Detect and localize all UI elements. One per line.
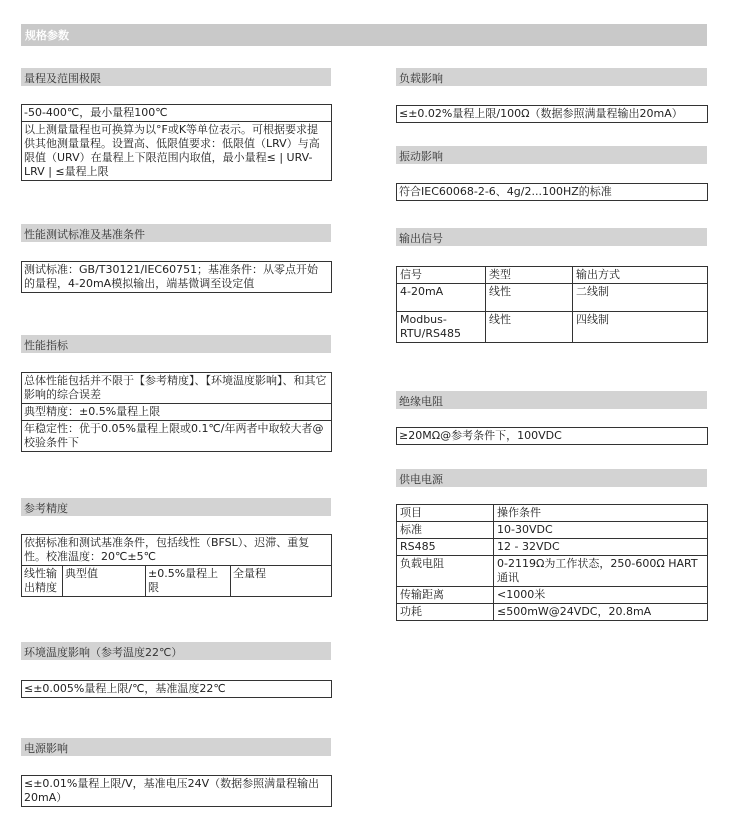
section-range [21,68,331,86]
section-power [21,738,331,756]
supply-header-condition: 操作条件 [494,505,708,522]
perf-box [21,372,332,452]
output-cell: 4-20mA [397,284,486,312]
table-row [397,539,708,556]
output-cell: Modbus-RTU/RS485 [397,312,486,343]
power-row-1: ≤±0.01%量程上限/V，基准电压24V（数据参照满量程输出20mA） [24,777,320,804]
accuracy-row-1: 依据标准和测试基准条件，包括线性（BFSL）、迟滞、重复性。校准温度：20℃±5℃ [24,536,310,563]
output-cell: 四线制 [573,312,708,343]
perf-row-3: 年稳定性：优于0.05%量程上限或0.1℃/年两者中取较大者@校验条件下 [22,420,331,451]
supply-table [396,504,708,621]
table-row [397,604,708,621]
section-accuracy-title: 参考精度 [24,502,68,515]
perf-row-2: 典型精度：±0.5%量程上限 [22,403,331,420]
accuracy-cell-3: ±0.5%量程上限 [146,566,231,596]
perf-std-box [21,261,332,293]
output-cell: 二线制 [573,284,708,312]
insulation-row-1: ≥20MΩ@参考条件下，100VDC [399,429,562,442]
supply-cell: 10-30VDC [494,522,708,539]
section-ambient-title: 环境温度影响（参考温度22℃） [24,646,183,659]
section-supply-title: 供电电源 [399,473,443,486]
load-box [396,105,708,123]
supply-header-row [397,505,708,522]
supply-cell: RS485 [397,539,494,556]
section-supply [396,469,707,487]
table-row [397,587,708,604]
section-perf [21,335,331,353]
accuracy-cell-1: 线性输出精度 [22,566,63,596]
section-ambient [21,642,331,660]
output-header-type: 类型 [486,267,573,284]
header-title: 规格参数 [25,29,69,42]
supply-cell: 12 - 32VDC [494,539,708,556]
table-row [397,556,708,587]
section-output [396,228,707,246]
section-power-title: 电源影响 [24,742,68,755]
section-perf-std [21,224,331,242]
supply-cell: ≤500mW@24VDC，20.8mA [494,604,708,621]
supply-cell: 传输距离 [397,587,494,604]
section-range-title: 量程及范围极限 [24,72,101,85]
ambient-row-1: ≤±0.005%量程上限/℃，基准温度22℃ [24,682,226,695]
perf-row-1: 总体性能包括并不限于【参考精度】、【环境温度影响】、和其它影响的综合误差 [24,374,327,401]
section-insulation-title: 绝缘电阻 [399,395,443,408]
ambient-box [21,680,332,698]
insulation-box [396,427,708,445]
power-box [21,775,332,807]
section-load-title: 负载影响 [399,72,443,85]
section-perf-title: 性能指标 [24,339,68,352]
section-insulation [396,391,707,409]
output-header-mode: 输出方式 [573,267,708,284]
table-row [397,312,708,343]
section-load [396,68,707,86]
range-box [21,104,332,181]
accuracy-box [21,534,332,597]
accuracy-grid [22,565,331,596]
table-row [397,522,708,539]
section-vibration [396,146,707,164]
output-header-row [397,267,708,284]
load-row-1: ≤±0.02%量程上限/100Ω（数据参照满量程输出20mA） [399,107,683,120]
supply-cell: <1000米 [494,587,708,604]
output-cell: 线性 [486,312,573,343]
supply-cell: 标准 [397,522,494,539]
vibration-row-1: 符合IEC60068-2-6、4g/2...100HZ的标准 [399,185,612,198]
range-row-1: -50-400℃，最小量程100℃ [24,106,168,119]
section-vibration-title: 振动影响 [399,150,443,163]
table-row [397,284,708,312]
section-perf-std-title: 性能测试标准及基准条件 [24,228,145,241]
header-bar [21,24,707,46]
range-row-2: 以上测量量程也可换算为以°F或K等单位表示。可根据要求提供其他测量量程。设置高、低限值要求：低限值（LRV）与高限值（URV）在量程上下限范围内取值，最小量程≤ | URV-LRV | ≤量程上限 [22,121,331,180]
supply-cell: 负载电阻 [397,556,494,587]
accuracy-cell-4: 全量程 [233,567,266,580]
perf-std-row-1: 测试标准：GB/T30121/IEC60751；基准条件：从零点开始的量程，4-20mA模拟输出，端基微调至设定值 [24,263,319,290]
supply-cell: 功耗 [397,604,494,621]
supply-header-item: 项目 [397,505,494,522]
section-accuracy [21,498,331,516]
section-output-title: 输出信号 [399,232,443,245]
accuracy-cell-2: 典型值 [63,566,146,596]
output-header-signal: 信号 [397,267,486,284]
vibration-box [396,183,708,201]
supply-cell: 0-2119Ω为工作状态，250-600Ω HART通讯 [494,556,708,587]
output-table [396,266,708,343]
output-cell: 线性 [486,284,573,312]
